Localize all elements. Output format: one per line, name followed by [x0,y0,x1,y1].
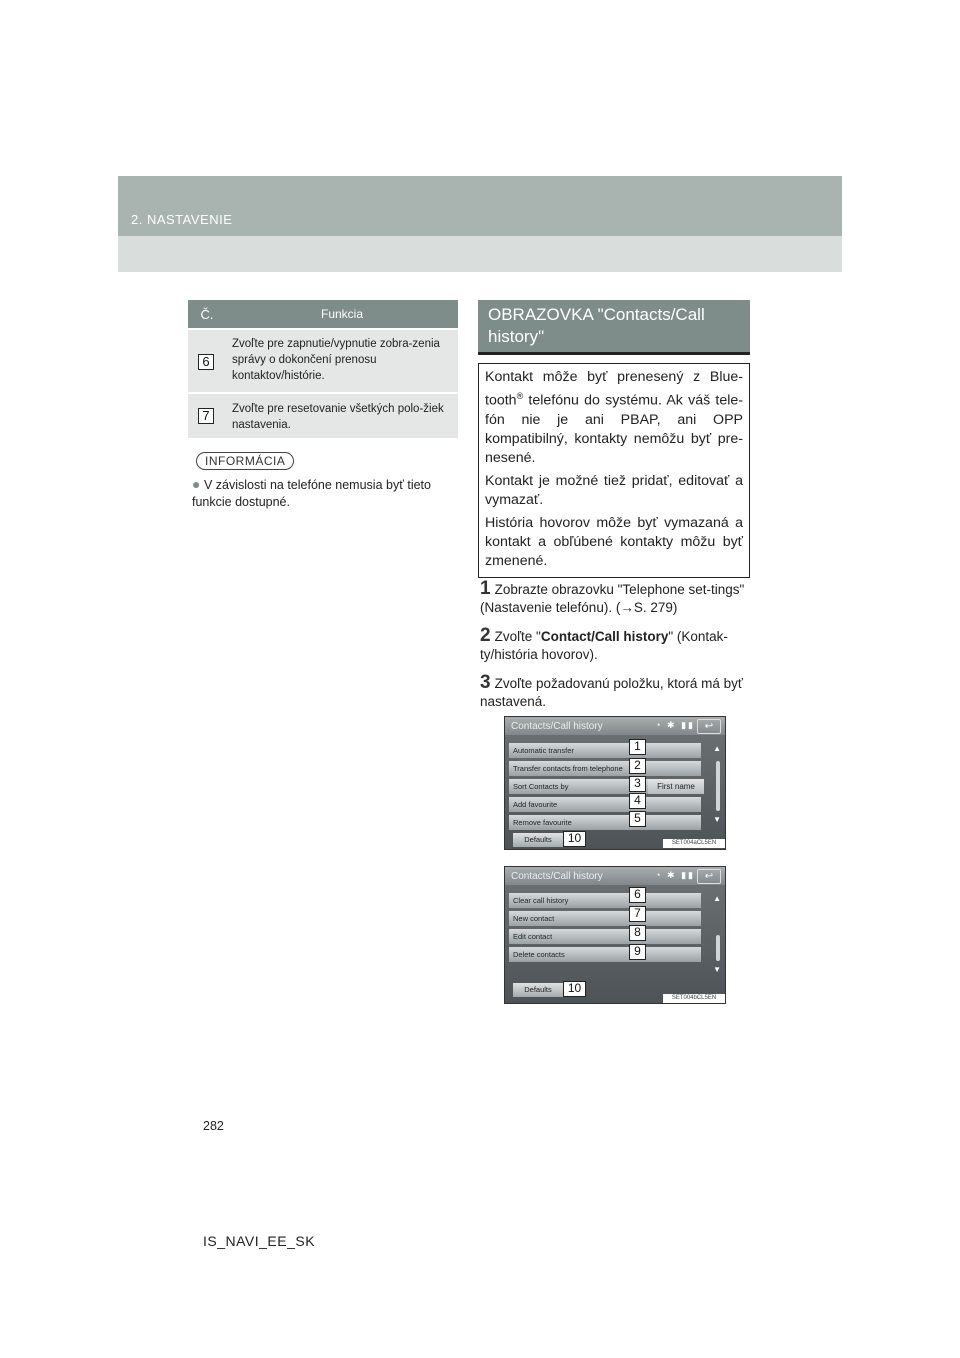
intro-paragraph: Kontakt je možné tiež pridať, editovať a vymazať. [485,472,743,508]
table-row [188,392,458,438]
image-code: SET004aCL5EN [663,839,725,848]
callout: 4 [629,793,646,809]
back-icon: ↩ [697,719,721,734]
step-text: Zobrazte obrazovku "Telephone set-tings" (Nastavenie telefónu). (→S. 279) [480,582,745,615]
screen-title: Contacts/Call history [511,721,603,732]
row-number: 6 [198,354,214,370]
menu-item: Add favourite [509,797,701,812]
header-subband [118,236,842,272]
screenshot-contacts-1 [504,716,726,850]
image-code: SET004bCL5EN [663,994,725,1003]
menu-item: Transfer contacts from telephone [509,761,701,776]
back-icon: ↩ [697,869,721,884]
row-text: Zvoľte pre zapnutie/vypnutie zobra-zenia správy o dokončení prenosu kontaktov/histórie. [232,338,440,382]
scroll-down-icon: ▼ [713,815,721,824]
col-number-header: Č. [200,306,214,322]
info-text [192,476,456,511]
defaults-button: Defaults [513,833,563,847]
menu-item: Delete contacts [509,947,701,962]
callout: 1 [629,739,646,755]
function-table [188,300,458,438]
step-1 [480,580,750,617]
menu-item: Automatic transfer [509,743,701,758]
intro-paragraph: Kontakt môže byť prenesený z Blue-tooth® telefónu do systému. Ak váš tele-fón nie je ani PBAP, ani OPP kompatibilný, kontakty nemôžu byť pre-nesené. [485,369,743,466]
registered-mark: ® [516,391,524,401]
row-number: 7 [198,408,214,424]
section-heading: OBRAZOVKA "Contacts/Call history" [478,300,750,352]
step-bold: Contact/Call history [540,629,669,644]
step-text: Zvoľte požadovanú položku, ktorá má byť nastavená. [480,676,743,709]
step-number: 1 [480,578,491,599]
menu-item: Clear call history [509,893,701,908]
info-body: V závislosti na telefóne nemusia byť tieto funkcie dostupné. [192,478,431,509]
intro-paragraph: História hovorov môže byť vymazaná a kontakt a obľúbené kontakty môžu byť zmenené. [485,514,743,569]
screenshot-contacts-2 [504,866,726,1004]
menu-item: Remove favourite [509,815,701,830]
callout: 10 [563,981,586,997]
intro-box [478,363,750,578]
status-icons: ◔ ✱ ▮▮ [655,870,695,880]
scroll-up-icon: ▲ [713,744,721,753]
callout: 3 [629,776,646,792]
table-header [188,300,458,328]
header-band [118,176,842,236]
menu-item: Edit contact [509,929,701,944]
callout: 10 [563,831,586,847]
scrollbar [716,935,720,961]
step-number: 3 [480,672,491,693]
status-icons: ◔ ✱ ▮▮ [655,720,695,730]
section-title: 2. NASTAVENIE [131,212,233,227]
callout: 7 [629,906,646,922]
menu-item: New contact [509,911,701,926]
callout: 9 [629,944,646,960]
bullet-icon: ● [192,476,201,492]
row-text: Zvoľte pre resetovanie všetkých polo-žiek nastavenia. [232,403,444,431]
callout: 2 [629,758,646,774]
screen-title: Contacts/Call history [511,871,603,882]
sort-value: First name [648,779,704,794]
info-badge: INFORMÁCIA [196,452,294,470]
scroll-up-icon: ▲ [713,894,721,903]
callout: 5 [629,811,646,827]
scrollbar [716,761,720,811]
col-function-header: Funkcia [320,307,364,321]
document-code: IS_NAVI_EE_SK [203,1233,316,1249]
table-row [188,328,458,392]
callout: 8 [629,925,646,941]
callout: 6 [629,887,646,903]
step-2: 2 Zvoľte "Contact/Call history" (Kontak-ty/história hovorov). [480,625,728,662]
menu-item: Sort Contacts by [509,779,701,794]
step-number: 2 [480,625,491,646]
step-3 [480,674,750,711]
page-number: 282 [203,1119,224,1133]
defaults-button: Defaults [513,983,563,997]
scroll-down-icon: ▼ [713,965,721,974]
heading-rule [478,352,750,355]
